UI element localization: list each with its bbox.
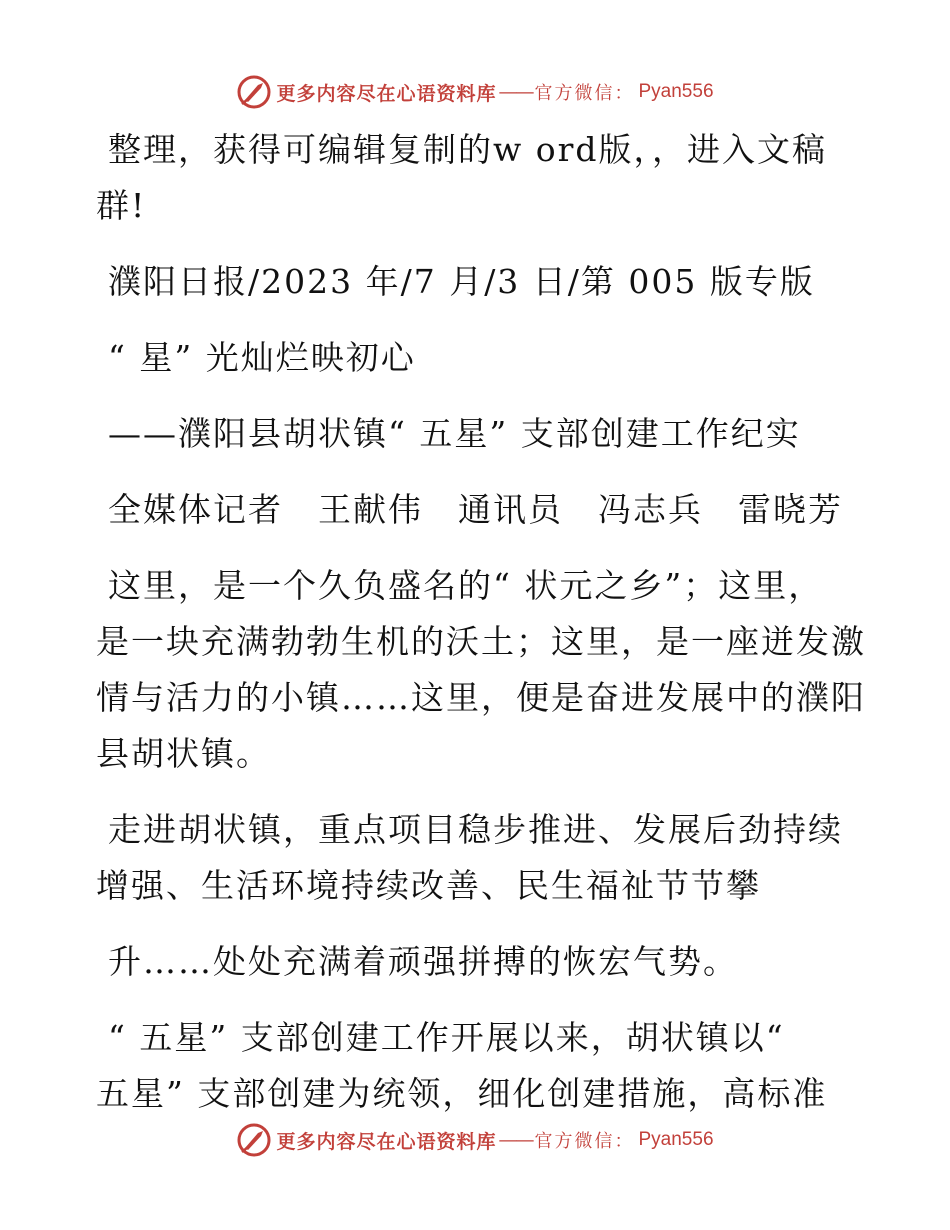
paragraph-line: 是一块充满勃勃生机的沃土；这里，是一座迸发激 [96,622,866,661]
brand-dash: —— [498,81,533,103]
source-line: 濮阳日报/2023 年/7 月/3 日/第 005 版专版 [108,262,815,301]
document-body [96,122,866,1122]
quill-pen-logo-icon [236,74,272,110]
intro-line: 整理，获得可编辑复制的w ord版，，进入文稿 [108,130,828,169]
brand-wechat-label: 官方微信： [534,1131,635,1152]
paragraph-line: “ 五星” 支部创建工作开展以来，胡状镇以“ [108,1018,785,1057]
byline: 全媒体记者 王献伟 通讯员 冯志兵 雷晓芳 [108,490,843,529]
page-header-watermark [0,70,950,114]
brand-slogan: 更多内容尽在心语资料库 [276,1130,497,1153]
paragraph-line: 情与活力的小镇……这里，便是奋进发展中的濮阳 [96,678,866,717]
paragraph-line: 走进胡状镇，重点项目稳步推进、发展后劲持续 [108,810,843,849]
brand-wechat-id: Pyan556 [638,1129,714,1150]
quill-pen-logo-icon [236,1122,272,1158]
paragraph-line: 升……处处充满着顽强拼搏的恢宏气势。 [108,942,738,981]
brand-wechat-id: Pyan556 [638,81,714,102]
article-title: “ 星” 光灿烂映初心 [108,338,416,377]
paragraph-line: 五星” 支部创建为统领，细化创建措施，高标准 [96,1074,828,1113]
brand-wechat-label: 官方微信： [534,83,635,104]
paragraph-line: 县胡状镇。 [96,734,271,773]
brand-dash: —— [498,1129,533,1151]
article-subtitle: ——濮阳县胡状镇“ 五星” 支部创建工作纪实 [108,414,801,453]
brand-slogan: 更多内容尽在心语资料库 [276,82,497,105]
page-footer-watermark [0,1118,950,1162]
intro-line: 群! [96,186,147,225]
paragraph-line: 这里，是一个久负盛名的“ 状元之乡”；这里， [108,566,824,605]
paragraph-line: 增强、生活环境持续改善、民生福祉节节攀 [96,866,761,905]
